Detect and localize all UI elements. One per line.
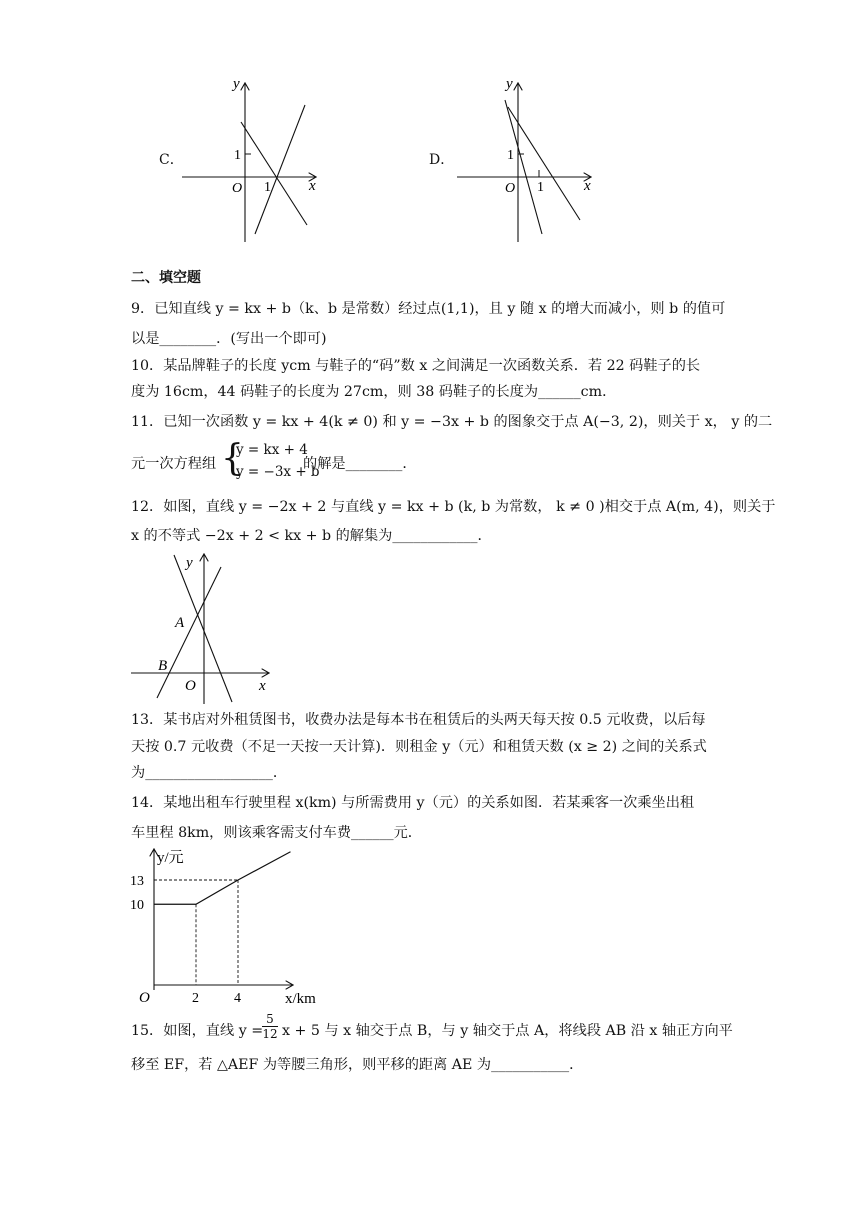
fare-x-tick-2: 2 [192, 991, 199, 1005]
option-d-line-steep [505, 100, 542, 234]
option-d-label: D． [429, 152, 455, 168]
option-c-origin: O [232, 181, 243, 196]
q12-point-a: A [175, 615, 185, 631]
q15-line1b: x + 5 与 x 轴交于点 B，与 y 轴交于点 A，将线段 AB 沿 x 轴正方向平 [282, 1023, 733, 1039]
q12-point-b: B [158, 658, 168, 674]
fare-origin: O [139, 990, 150, 1005]
option-c-label: C． [159, 152, 184, 168]
fare-y-tick-13: 13 [130, 874, 144, 889]
option-c-tick-x: 1 [264, 180, 271, 195]
q13-line1: 13．某书店对外租赁图书，收费办法是每本书在租赁后的头两天每天按 0.5 元收费，以后每 [131, 712, 706, 728]
option-c-y-label: y [233, 76, 240, 92]
option-d-graph [450, 72, 600, 247]
fraction-numerator: 5 [266, 1012, 274, 1026]
option-c-x-label: x [309, 178, 316, 194]
fare-chart [127, 845, 327, 1005]
q12-line2: x 的不等式 −2x + 2 < kx + b 的解集为____________． [131, 528, 492, 544]
q12-y-label: y [186, 555, 193, 571]
fare-x-label: x/km [285, 991, 316, 1005]
option-d-y-label: y [506, 76, 513, 92]
q14-line2: 车里程 8km，则该乘客需支付车费______元． [131, 825, 422, 841]
system-eq2: y = −3x + b [236, 464, 320, 480]
q11-line1: 11．已知一次函数 y = kx + 4(k ≠ 0) 和 y = −3x + b 的图象交于点 A(−3, 2)，则关于 x， y 的二 [131, 414, 773, 430]
q15-line2: 移至 EF，若 △AEF 为等腰三角形，则平移的距离 AE 为___________． [131, 1057, 584, 1073]
option-c-line-increasing [255, 105, 305, 234]
section-heading: 二、填空题 [131, 270, 201, 286]
option-d-origin: O [505, 181, 516, 196]
system-brace: { [221, 438, 244, 479]
option-c-line-decreasing [241, 122, 307, 225]
q11-line2b: 的解是________． [303, 456, 417, 472]
fare-x-tick-4: 4 [234, 991, 241, 1005]
q12-figure [128, 547, 278, 707]
q14-line1: 14．某地出租车行驶里程 x(km) 与所需费用 y（元）的关系如图．若某乘客一次乘坐出租 [131, 795, 695, 811]
fare-y-tick-10: 10 [130, 898, 144, 914]
q13-line2: 天按 0.7 元收费（不足一天按一天计算)．则租金 y（元）和租赁天数 (x ≥ 2) 之间的关系式 [131, 739, 707, 755]
option-d-line-gentle [508, 107, 580, 220]
q10-line2: 度为 16cm，44 码鞋子的长度为 27cm，则 38 码鞋子的长度为______cm． [131, 384, 617, 400]
option-c-graph [175, 72, 325, 247]
fare-y-label: y/元 [157, 850, 184, 866]
option-c-tick-y: 1 [234, 148, 241, 163]
fraction-denominator: 12 [262, 1027, 278, 1041]
q15-line1a: 15．如图，直线 y = [131, 1023, 264, 1039]
system-eq1: y = kx + 4 [236, 442, 308, 458]
q15-fraction [262, 1012, 278, 1041]
q9-line2: 以是________．(写出一个即可) [131, 331, 327, 347]
q12-x-label: x [259, 678, 266, 694]
q12-line1: 12．如图，直线 y = −2x + 2 与直线 y = kx + b (k, b 为常数， k ≠ 0 )相交于点 A(m, 4)，则关于 [131, 499, 776, 515]
option-d-tick-x: 1 [537, 180, 544, 195]
q9-line1: 9．已知直线 y = kx + b（k、b 是常数）经过点(1,1)，且 y 随 x 的增大而减小，则 b 的值可 [131, 301, 726, 317]
option-d-x-label: x [584, 178, 591, 194]
q12-origin: O [185, 678, 196, 694]
q11-line2a: 元一次方程组 [131, 456, 217, 472]
q13-line3: 为__________________． [131, 765, 288, 781]
option-d-tick-y: 1 [507, 148, 514, 163]
q10-line1: 10．某品牌鞋子的长度 ycm 与鞋子的“码”数 x 之间满足一次函数关系．若 22 码鞋子的长 [131, 358, 701, 374]
